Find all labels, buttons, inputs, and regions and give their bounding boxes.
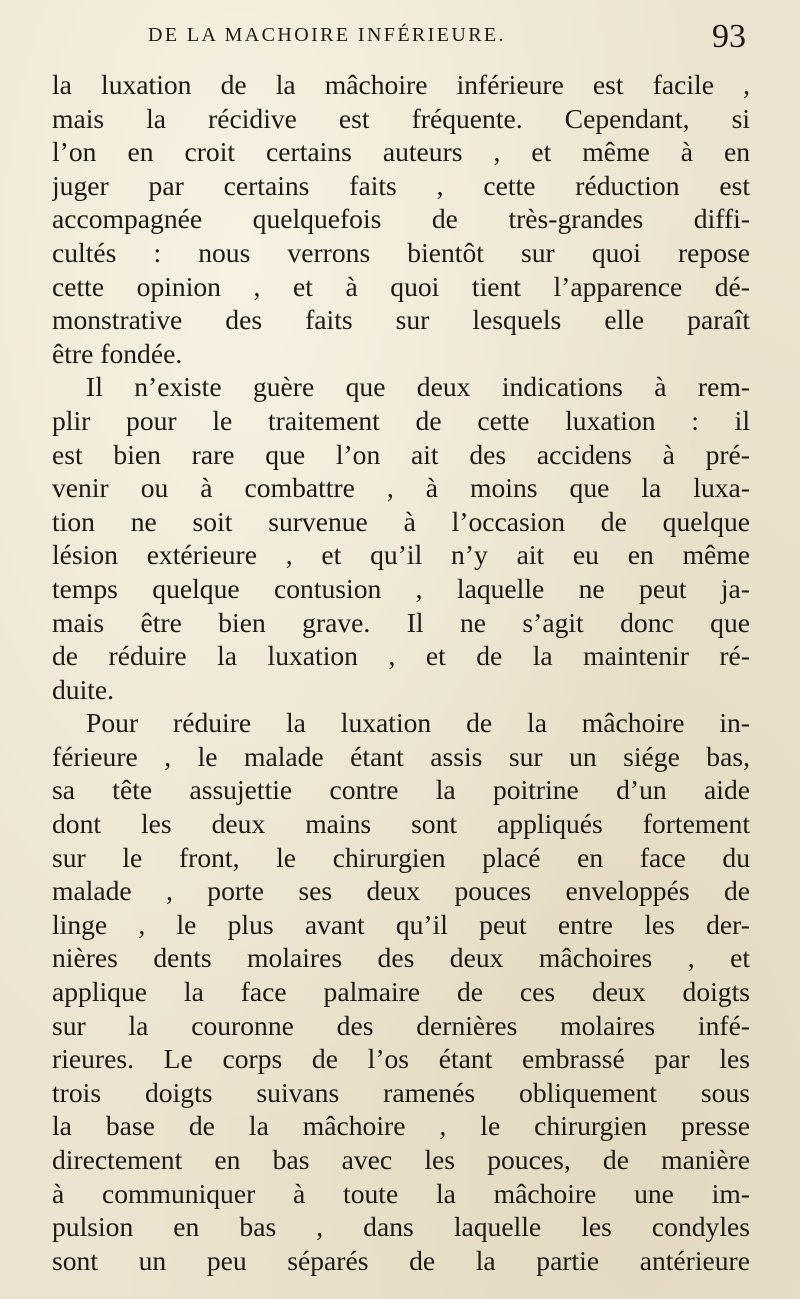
text-line: rieures. Le corps de l’os étant embrassé par les (52, 1043, 750, 1075)
text-line: tion ne soit survenue à l’occasion de quelque (52, 505, 750, 537)
text-line: la luxation de la mâchoire inférieure est facile , (52, 69, 750, 100)
text-line: monstrative des faits sur lesquels elle paraît (52, 304, 750, 336)
paragraph-end-line: duite. (52, 673, 115, 705)
text-line: malade , porte ses deux pouces enveloppés de (52, 875, 750, 907)
text-line: plir pour le traitement de cette luxation : il (52, 404, 750, 436)
text-line: férieure , le malade étant assis sur un siége bas, (52, 740, 750, 772)
paragraph-end-line: être fondée. (52, 337, 183, 369)
text-line: sur le front, le chirurgien placé en face du (52, 841, 750, 873)
paragraph-start-line: Pour réduire la luxation de la mâchoire in- (86, 707, 750, 739)
text-line: cultés : nous verrons bientôt sur quoi repose (52, 236, 750, 268)
text-line: dont les deux mains sont appliqués fortement (52, 808, 750, 840)
text-line: mais la récidive est fréquente. Cependant, si (52, 102, 750, 134)
text-line: mais être bien grave. Il ne s’agit donc que (52, 606, 750, 638)
running-title: DE LA MACHOIRE INFÉRIEURE. (148, 24, 506, 46)
text-line: est bien rare que l’on ait des accidens à pré- (52, 438, 750, 470)
text-line: sa tête assujettie contre la poitrine d’un aide (52, 774, 750, 806)
text-line: la base de la mâchoire , le chirurgien presse (52, 1110, 750, 1142)
text-line: cette opinion , et à quoi tient l’apparence dé- (52, 270, 750, 302)
text-line: l’on en croit certains auteurs , et même à en (52, 136, 750, 168)
text-line: trois doigts suivans ramenés obliquement sous (52, 1076, 750, 1108)
text-line: sur la couronne des dernières molaires infé- (52, 1009, 750, 1041)
text-line: linge , le plus avant qu’il peut entre les der- (52, 908, 750, 940)
paragraph-start-line: Il n’existe guère que deux indications à rem- (86, 371, 750, 403)
running-head (58, 14, 746, 74)
text-line: applique la face palmaire de ces deux doigts (52, 976, 750, 1008)
text-line: venir ou à combattre , à moins que la luxa- (52, 472, 750, 504)
text-line: lésion extérieure , et qu’il n’y ait eu en même (52, 539, 750, 571)
text-line: de réduire la luxation , et de la maintenir ré- (52, 640, 750, 672)
page-number: 93 (712, 18, 746, 55)
text-line: juger par certains faits , cette réduction est (52, 169, 750, 201)
text-line: sont un peu séparés de la partie antérieure (52, 1244, 750, 1276)
text-line: à communiquer à toute la mâchoire une im- (52, 1177, 750, 1209)
text-line: nières dents molaires des deux mâchoires , et (52, 942, 750, 974)
text-line: accompagnée quelquefois de très-grandes diffi- (52, 203, 750, 235)
text-line: temps quelque contusion , laquelle ne peut ja- (52, 572, 750, 604)
text-line: pulsion en bas , dans laquelle les condyles (52, 1211, 750, 1243)
text-line: directement en bas avec les pouces, de manière (52, 1144, 750, 1175)
body-text (52, 68, 750, 1277)
